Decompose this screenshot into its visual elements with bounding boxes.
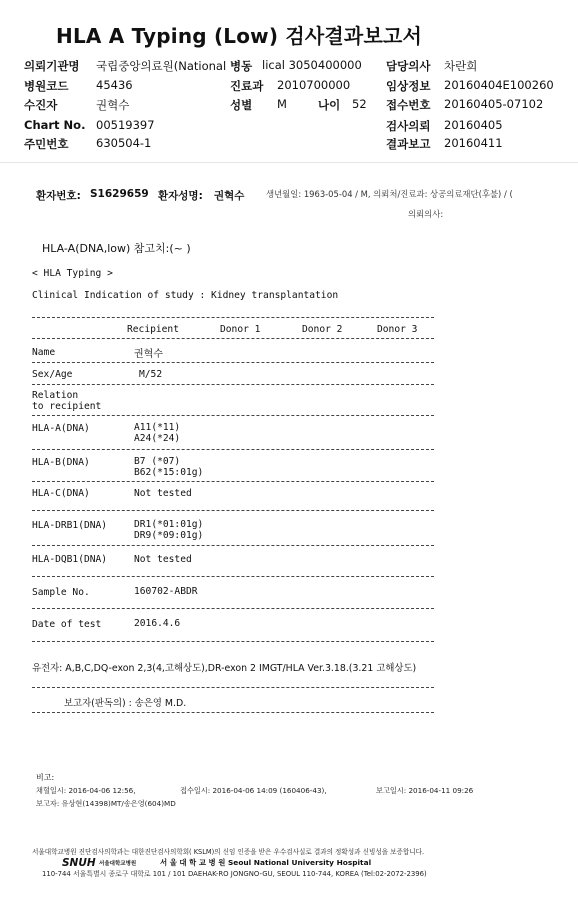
reported-time: 보고일시: 2016-04-11 09:26 [376, 786, 474, 795]
doctor-label: 의뢰의사: [408, 209, 444, 219]
divider [32, 481, 434, 482]
header-label: 수진자 [24, 98, 58, 112]
patient-name: 권혁수 [214, 190, 245, 202]
patient-no: S1629659 [90, 188, 149, 200]
header-label: Chart No. [24, 118, 86, 132]
header-label: 담당의사 [386, 59, 431, 73]
column-header: Donor 1 [220, 324, 261, 335]
remark-label: 비고: [36, 773, 55, 782]
section-title: < HLA Typing > [32, 268, 113, 279]
hospital-logo: SNUH [62, 857, 96, 869]
patient-name-label: 환자성명: [158, 190, 203, 202]
clinical-indication: Clinical Indication of study : Kidney transplantation [32, 290, 339, 301]
header-value: 00519397 [96, 118, 155, 132]
row-label: HLA-DRB1(DNA) [32, 520, 108, 531]
divider [32, 510, 434, 511]
divider [32, 712, 434, 713]
row-value: 160702-ABDR [134, 586, 198, 597]
hospital-name: 서 울 대 학 교 병 원 Seoul National University Hospital [160, 858, 372, 867]
header-label: 진료과 [230, 79, 264, 93]
header-label: 나이 [318, 98, 341, 112]
divider [32, 415, 434, 416]
header-label: 의뢰기관명 [24, 59, 80, 73]
row-label: HLA-DQB1(DNA) [32, 554, 108, 565]
column-header: Donor 2 [302, 324, 343, 335]
patient-meta: 생년월일: 1963-05-04 / M, 의뢰처/진료과: 상공의료재단(후불) / ( [266, 189, 513, 199]
row-label: Name [32, 347, 56, 358]
hospital-logo-sub: 서울대학교병원 [99, 861, 137, 867]
row-label: Relation to recipient [32, 390, 102, 412]
divider [32, 317, 434, 318]
divider [32, 641, 434, 642]
header-value: 20160411 [444, 136, 503, 150]
row-label: HLA-B(DNA) [32, 457, 90, 468]
report-title: HLA A Typing (Low) 검사결과보고서 [56, 24, 423, 48]
divider [32, 687, 434, 688]
reporters: 보고자: 유상현(14398)MT/송은영(604)MD [36, 799, 176, 808]
header-label: 병원코드 [24, 79, 69, 93]
row-value: 2016.4.6 [134, 618, 181, 629]
reporter: 보고자(판독의) : 송은영 M.D. [64, 698, 187, 709]
row-value: A11(*11) A24(*24) [134, 422, 181, 444]
divider [32, 576, 434, 577]
column-header: Recipient [127, 324, 179, 335]
header-value: 20160405-07102 [444, 97, 544, 111]
row-label: Date of test [32, 619, 102, 630]
row-label: Sample No. [32, 587, 90, 598]
row-value: Not tested [134, 554, 192, 565]
row-value: B7 (*07) B62(*15:01g) [134, 456, 204, 478]
header-label: 주민번호 [24, 137, 69, 151]
row-label: HLA-C(DNA) [32, 488, 90, 499]
header-label: 접수번호 [386, 98, 431, 112]
header-value: 20160405 [444, 118, 503, 132]
hospital-address: 110-744 서울특별시 종로구 대학로 101 / 101 DAEHAK-RO JONGNO-GU, SEOUL 110-744, KOREA (Tel:02-2072-2396) [42, 870, 427, 878]
certification: 서울대학교병원 진단검사의학과는 대한진단검사의학회( KSLM)의 신임 인증을 받은 우수검사실로 결과의 정확성과 신빙성을 보증합니다. [32, 848, 425, 856]
patient-no-label: 환자번호: [36, 190, 81, 202]
header-label: 병동 [230, 59, 253, 73]
header-value: 권혁수 [96, 98, 130, 112]
row-label: HLA-A(DNA) [32, 423, 90, 434]
divider [32, 384, 434, 385]
header-label: 검사의뢰 [386, 119, 431, 133]
column-header: Donor 3 [377, 324, 418, 335]
divider [32, 338, 434, 339]
collected-time: 채혈일시: 2016-04-06 12:56, [36, 786, 136, 795]
row-value: M/52 [139, 369, 163, 380]
header-value: 차란희 [444, 59, 478, 73]
header-value: 20160404E100260 [444, 78, 554, 92]
row-label: Sex/Age [32, 369, 73, 380]
divider [32, 545, 434, 546]
header-value: 45436 [96, 78, 133, 92]
header-label: 임상정보 [386, 79, 431, 93]
gene-note: 유전자: A,B,C,DQ-exon 2,3(4,고해상도),DR-exon 2 IMGT/HLA Ver.3.18.(3.21 고해상도) [32, 663, 417, 674]
divider [32, 608, 434, 609]
row-value: DR1(*01:01g) DR9(*09:01g) [134, 519, 204, 541]
divider [32, 362, 434, 363]
divider [32, 449, 434, 450]
row-value: 권혁수 [134, 349, 163, 360]
received-time: 접수일시: 2016-04-06 14:09 (160406-43), [180, 786, 327, 795]
header-value: lical 3050400000 [262, 58, 362, 72]
test-title: HLA-A(DNA,low) 참고치:(~ ) [42, 242, 191, 255]
header-label: 결과보고 [386, 137, 431, 151]
header-value: 2010700000 [277, 78, 351, 92]
header-value: M [277, 97, 287, 111]
header-value: 52 [352, 97, 367, 111]
header-value: 630504-1 [96, 136, 152, 150]
row-value: Not tested [134, 488, 192, 499]
header-label: 성별 [230, 98, 253, 112]
header-value: 국립중앙의료원(National [96, 59, 227, 73]
